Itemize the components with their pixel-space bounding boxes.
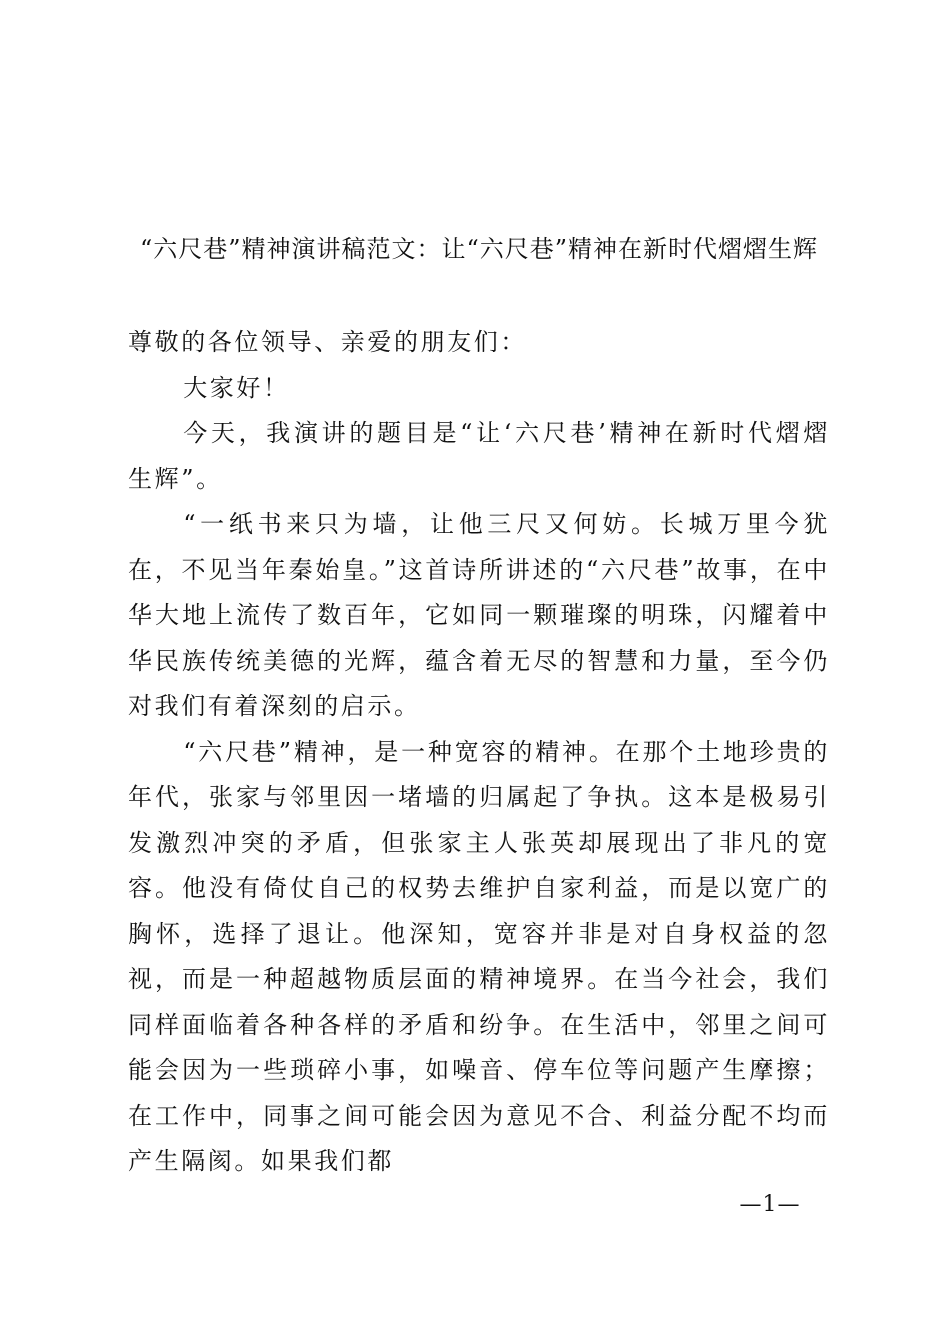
paragraph: 今天，我演讲的题目是“让‘六尺巷’精神在新时代熠熠生辉”。 bbox=[128, 419, 830, 493]
document-body bbox=[128, 320, 830, 1185]
page-number: —1— bbox=[739, 1192, 801, 1217]
document-title: “六尺巷”精神演讲稿范文：让“六尺巷”精神在新时代熠熠生辉 bbox=[139, 235, 819, 263]
salutation: 尊敬的各位领导、亲爱的朋友们： bbox=[128, 328, 527, 356]
paragraph: “六尺巷”精神，是一种宽容的精神。在那个土地珍贵的年代，张家与邻里因一堵墙的归属起了争执。这本是极易引发激烈冲突的矛盾，但张家主人张英却展现出了非凡的宽容。他没有倚仗自己的权势去维护自家利益，而是以宽广的胸怀，选择了退让。他深知，宽容并非是对自身权益的忽视，而是一种超越物质层面的精神境界。在当今社会，我们同样面临着各种各样的矛盾和纷争。在生活中，邻里之间可能会因为一些琐碎小事，如噪音、停车位等问题产生摩擦；在工作中，同事之间可能会因为意见不合、利益分配不均而产生隔阂。如果我们都 bbox=[128, 737, 830, 1175]
greeting: 大家好！ bbox=[183, 373, 290, 402]
paragraph: “一纸书来只为墙，让他三尺又何妨。长城万里今犹在，不见当年秦始皇。”这首诗所讲述的“六尺巷”故事，在中华大地上流传了数百年，它如同一颗璀璨的明珠，闪耀着中华民族传统美德的光辉，蕴含着无尽的智慧和力量，至今仍对我们有着深刻的启示。 bbox=[128, 510, 830, 720]
